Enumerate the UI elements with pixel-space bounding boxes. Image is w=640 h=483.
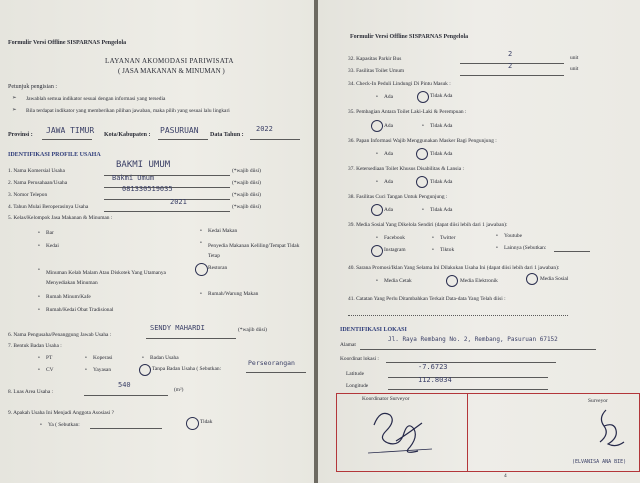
lat-label: Latitude <box>346 371 364 377</box>
selected-circle <box>416 176 428 188</box>
form-header: Formulir Versi Offline SISPARNAS Pengelola <box>8 40 127 46</box>
q40-option[interactable]: Media Cetak <box>384 278 412 284</box>
q7-label: 7. Bentuk Badan Usaha : <box>8 343 62 349</box>
q36-tidak[interactable]: Tidak Ada <box>430 151 453 157</box>
q6-note: (*wajib diisi) <box>238 327 267 333</box>
q5-option[interactable]: Rumah Minum/Kafe <box>46 294 91 300</box>
q7-value[interactable]: Perseorangan <box>248 359 295 367</box>
q39-option[interactable]: Facebook <box>384 235 405 241</box>
q33-value[interactable]: 2 <box>508 62 513 70</box>
data-tahun-label: Data Tahun : <box>210 132 244 138</box>
field-note: (*wajib diisi) <box>232 204 261 210</box>
surveyor-signature <box>580 404 632 456</box>
q35-tidak[interactable]: Tidak Ada <box>430 123 453 129</box>
q41-label: 41. Catatan Yang Perlu Ditambahkan Terkait Data-data Yang Telah diisi : <box>348 296 506 302</box>
q5-option[interactable]: Rumah/Warung Makan <box>208 291 259 297</box>
q38-label: 38. Fasilitas Cuci Tangan Untuk Pengunjung : <box>348 194 448 200</box>
q34-tidak[interactable]: Tidak Ada <box>430 93 453 99</box>
q9-no[interactable]: Tidak <box>200 419 213 425</box>
q34-ada[interactable]: Ada <box>384 94 393 100</box>
field-label: 1. Nama Komersial Usaha <box>8 168 65 174</box>
field-value[interactable]: BAKMI UMUM <box>116 160 171 170</box>
q39-option[interactable]: Tiktok <box>440 247 455 253</box>
field-label: 2. Nama Perusahaan/Usaha <box>8 180 68 186</box>
q7-option[interactable]: Badan Usaha <box>150 355 179 361</box>
q8-unit: (m²) <box>174 387 184 393</box>
selected-circle <box>526 273 538 285</box>
q33-unit: unit <box>570 66 579 72</box>
field-value[interactable]: Bakmi Umum <box>112 174 155 182</box>
q40-option[interactable]: Media Sosial <box>540 276 569 282</box>
q36-ada[interactable]: Ada <box>384 151 393 157</box>
selected-circle <box>417 91 429 103</box>
form-subtitle: ( JASA MAKANAN & MINUMAN ) <box>118 67 225 75</box>
selected-circle <box>195 263 208 276</box>
q35-label: 35. Pembagian Antara Toilet Laki-Laki & Perempuan : <box>348 109 467 115</box>
q6-label: 6. Nama Pengusaha/Penanggung Jawab Usaha : <box>8 332 112 338</box>
q7-option[interactable]: Koperasi <box>93 355 113 361</box>
coordinator-signature <box>366 405 436 461</box>
kota-value[interactable]: PASURUAN <box>160 126 199 135</box>
arrow-icon: ➢ <box>12 95 17 101</box>
selected-circle <box>371 120 383 132</box>
q9-label: 9. Apakah Usaha Ini Menjadi Anggota Asosiasi ? <box>8 410 114 416</box>
q39-label: 39. Media Sosial Yang Dikelola Sendiri (dapat diisi lebih dari 1 jawaban): <box>348 222 508 228</box>
long-label: Longitude <box>346 383 369 389</box>
field-note: (*wajib diisi) <box>232 168 261 174</box>
selected-circle <box>139 364 151 376</box>
q7-option[interactable]: Tanpa Badan Usaha ( Sebutkan: <box>152 366 222 372</box>
q35-ada[interactable]: Ada <box>384 123 393 129</box>
q37-label: 37. Ketersediaan Toilet Khusus Disabilitas & Lansia : <box>348 166 464 172</box>
selected-circle <box>371 245 383 257</box>
q39-option[interactable]: Instagram <box>384 247 406 253</box>
q33-label: 33. Fasilitas Toilet Umum <box>348 68 405 74</box>
q6-value[interactable]: SENDY MAHARDI <box>150 324 205 332</box>
selected-circle <box>416 148 428 160</box>
q7-option[interactable]: PT <box>46 355 53 361</box>
form-title: LAYANAN AKOMODASI PARIWISATA <box>105 57 234 65</box>
surveyor-name: (ELVANISA ANA BIE) <box>572 459 627 465</box>
instructions-label: Petunjuk pengisian : <box>8 84 57 90</box>
q5-option[interactable]: Penyedia Makanan Keliling/Tempat Tidak Tetap <box>208 243 300 260</box>
data-tahun-value[interactable]: 2022 <box>256 125 273 133</box>
field-value[interactable]: 081330519035 <box>122 185 173 193</box>
q39-option[interactable]: Youtube <box>504 233 523 239</box>
q36-label: 36. Papan Informasi Wajib Menggunakan Masker Bagi Pengunjung : <box>348 138 497 144</box>
page-number: 4 <box>504 473 507 479</box>
field-note: (*wajib diisi) <box>232 180 261 186</box>
province-value[interactable]: JAWA TIMUR <box>46 126 95 135</box>
q32-value[interactable]: 2 <box>508 50 513 58</box>
selected-circle <box>186 417 199 430</box>
q37-tidak[interactable]: Tidak Ada <box>430 179 453 185</box>
selected-circle <box>446 275 458 287</box>
q34-label: 34. Check-In Peduli Lindungi Di Pintu Masuk : <box>348 81 451 87</box>
q5-option[interactable]: Kedai Makan <box>208 228 238 234</box>
q39-option[interactable]: Twitter <box>440 235 456 241</box>
q40-label: 40. Sarana Promosi/Iklan Yang Selama Ini Dilakukan Usaha Ini (dapat diisi lebih dari 1 jawaban): <box>348 265 560 271</box>
instruction-1: Jawablah semua indikator sesuai dengan informasi yang tersedia <box>26 96 166 102</box>
surveyor-label: Surveyor <box>588 398 608 404</box>
q37-ada[interactable]: Ada <box>384 179 393 185</box>
q5-option[interactable]: Minuman Kelab Malam Atau Diskotek Yang Utamanya Menyediakan Minuman <box>46 270 166 287</box>
field-value[interactable]: 2021 <box>170 198 187 206</box>
form-header: Formulir Versi Offline SISPARNAS Pengelola <box>350 34 469 40</box>
koordinat-label: Koordinat lokasi : <box>340 356 379 362</box>
q5-option[interactable]: Kedai <box>46 243 59 249</box>
q5-option[interactable]: Rumah/Kedai Obat Tradisional <box>46 307 114 313</box>
q39-option[interactable]: Lainnya (Sebutkan: <box>504 245 547 251</box>
q32-label: 32. Kapasitas Parkir Bus <box>348 56 402 62</box>
q40-option[interactable]: Media Elektronik <box>460 278 498 284</box>
kota-label: Kota/Kabupaten : <box>104 132 151 138</box>
section-location: IDENTIFIKASI LOKASI <box>340 327 407 333</box>
q5-option[interactable]: Bar <box>46 230 54 236</box>
koordinator-label: Koordinator Surveyor <box>362 396 410 402</box>
province-label: Provinsi : <box>8 132 33 138</box>
arrow-icon: ➢ <box>12 107 17 113</box>
section-profile: IDENTIFIKASI PROFILE USAHA <box>8 152 101 158</box>
q9-yes[interactable]: Ya ( Sebutkan: <box>48 422 80 428</box>
q5-option[interactable]: Restoran <box>208 265 228 271</box>
field-note: (*wajib diisi) <box>232 192 261 198</box>
q32-unit: unit <box>570 55 579 61</box>
q8-label: 8. Luas Area Usaha : <box>8 389 54 395</box>
field-label: 3. Nomor Telepon <box>8 192 48 198</box>
q7-option[interactable]: Yayasan <box>93 367 112 373</box>
long-value[interactable]: 112.8034 <box>418 376 452 384</box>
selected-circle <box>371 204 383 216</box>
q8-value[interactable]: 540 <box>118 381 131 389</box>
alamat-label: Alamat <box>340 342 356 348</box>
q5-label: 5. Kelas/Kelompok Jasa Makanan & Minuman : <box>8 215 113 221</box>
q38-tidak[interactable]: Tidak Ada <box>430 207 453 213</box>
instruction-2: Bila terdapat indikator yang memberikan pilihan jawaban, maka pilih yang sesuai lalu lingkari <box>26 108 230 114</box>
field-label: 4. Tahun Mulai Beroperasinya Usaha <box>8 204 89 210</box>
lat-value[interactable]: -7.6723 <box>418 363 448 371</box>
q7-option[interactable]: CV <box>46 367 54 373</box>
alamat-value[interactable]: Jl. Raya Rembang No. 2, Rembang, Pasuruan 67152 <box>388 336 558 343</box>
left-page: Formulir Versi Offline SISPARNAS Pengelola LAYANAN AKOMODASI PARIWISATA ( JASA MAKANAN & MINUMAN ) Petunjuk pengisian : ➢ Jawablah semua indikator sesuai dengan informasi yang tersedia ➢ Bila terdapat indikator yang memberikan pilihan jawaban, maka pilih yang sesuai lalu lingkari Provinsi : JAWA TIMUR Kota/Kabupaten : PASURUAN Data Tahun : 2022 IDENTIFIKASI PROFILE USAHA 1. Nama Komersial Usaha BAKMI UMUM (*wajib diisi) 2. Nama Perusahaan/Usaha Bakmi Umum (*wajib diisi) 3. Nomor Telepon 081330519035 (*wajib diisi) 4. Tahun Mulai Beroperasinya Usaha 2021 (*wajib diisi) 5. Kelas/Kelompok Jasa Makanan & Minuman : • Bar • Kedai • Kedai Makan • Penyedia Makanan Keliling/Tempat Tidak Tetap • Minuman Kelab Malam Atau Diskotek Yang Utamanya Menyediakan Minuman Restoran • Rumah Minum/Kafe • Rumah/Warung Makan • Rumah/Kedai Obat Tradisional 6. Nama Pengusaha/Penanggung Jawab Usaha : SENDY MAHARDI (*wajib diisi) 7. Bentuk Badan Usaha : • PT • Koperasi • Badan Usaha • CV • Yayasan Tanpa Badan Usaha ( Sebutkan: Perseorangan 8. Luas Area Usaha : 540 (m²) 9. Apakah Usaha Ini Menjadi Anggota Asosiasi ? • Ya ( Sebutkan: Tidak <box>0 0 314 483</box>
q38-ada[interactable]: Ada <box>384 207 393 213</box>
right-page: Formulir Versi Offline SISPARNAS Pengelola 32. Kapasitas Parkir Bus 2 unit 33. Fasilitas Toilet Umum 2 unit 34. Check-In Peduli Lindungi Di Pintu Masuk : • Ada Tidak Ada 35. Pembagian Antara Toilet Laki-Laki & Perempuan : Ada • Tidak Ada 36. Papan Informasi Wajib Menggunakan Masker Bagi Pengunjung : • Ada Tidak Ada 37. Ketersediaan Toilet Khusus Disabilitas & Lansia : • Ada Tidak Ada 38. Fasilitas Cuci Tangan Untuk Pengunjung : Ada • Tidak Ada 39. Media Sosial Yang Dikelola Sendiri (dapat diisi lebih dari 1 jawaban): • Facebook • Twitter • Youtube Instagram • Tiktok • Lainnya (Sebutkan: 40. Sarana Promosi/Iklan Yang Selama Ini Dilakukan Usaha Ini (dapat diisi lebih dari 1 jawaban): • Media Cetak Media Elektronik Media Sosial 41. Catatan Yang Perlu Ditambahkan Terkait Data-data Yang Telah diisi : IDENTIFIKASI LOKASI Alamat Jl. Raya Rembang No. 2, Rembang, Pasuruan 67152 Koordinat lokasi : Latitude -7.6723 Longitude 112.8034 Koordinator Surveyor Surveyor (ELVANISA ANA BIE) 4 <box>318 0 640 483</box>
